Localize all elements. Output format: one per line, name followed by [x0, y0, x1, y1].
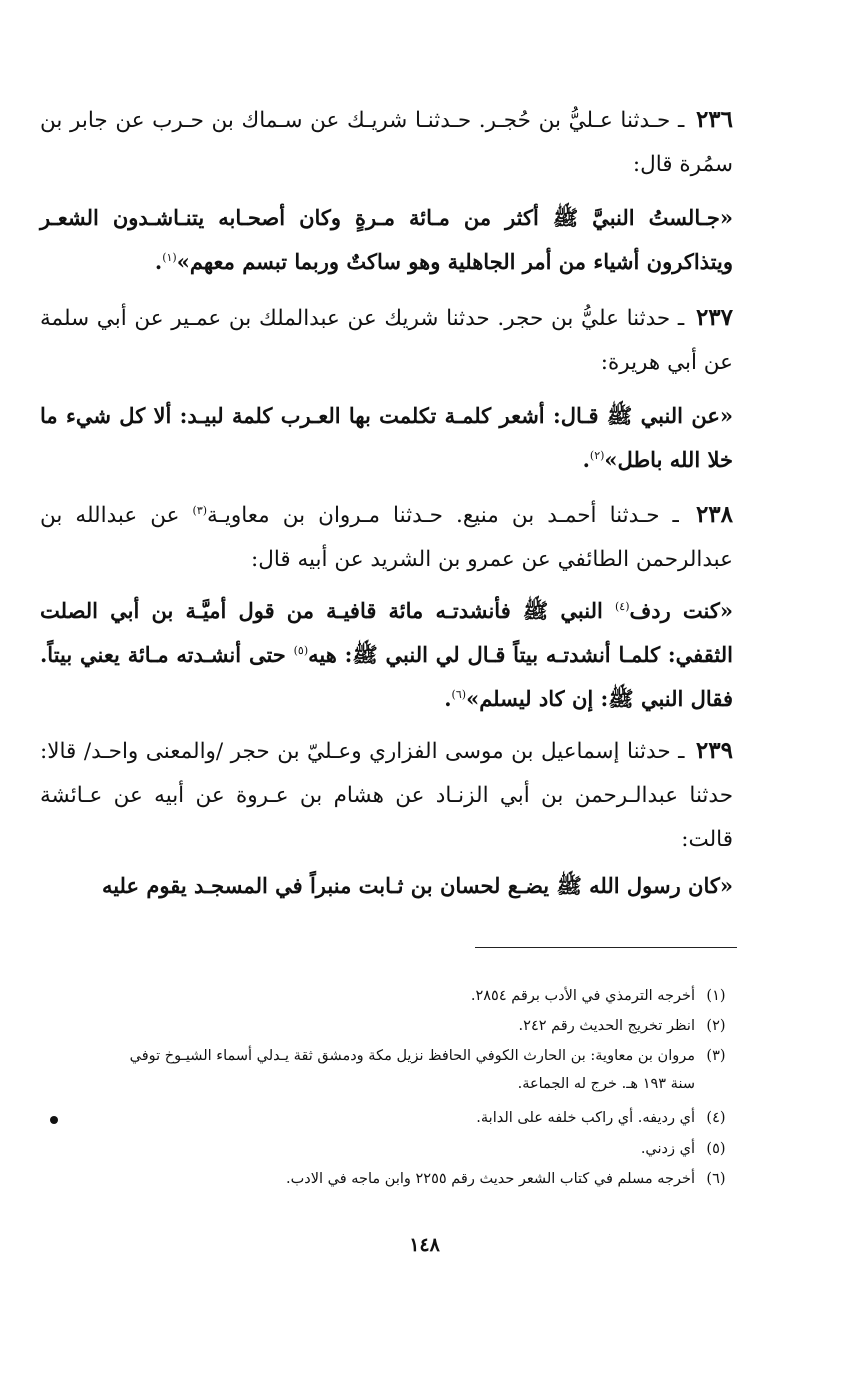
- isnad-text: ـ حدثنا إسماعيل بن موسى الفزاري وعـليّ بن حجر /والمعنى واحـد/ قالا: حدثنا عبدالـرحمن بن أبي الزنـاد عن هشام بن عـروة عن أبيه عن عـائشة قالت:: [40, 739, 733, 852]
- footnote-1: [42, 983, 737, 1010]
- footnote-number: (٣): [706, 1048, 726, 1064]
- matn-end: .: [154, 249, 163, 274]
- hadith-239-matn: [40, 864, 733, 908]
- matn-text-cont: حتى أنشـدته مـائة يعني بيتاً. فقال النبي ﷺ: إن كاد ليسلم»: [40, 642, 733, 711]
- footnote-ref[interactable]: (٤): [614, 600, 630, 613]
- footnote-text: أخرجه الترمذي في الأدب برقم ٢٨٥٤.: [470, 988, 695, 1004]
- isnad-text-cont: عن عبدالله بن عبدالرحمن الطائفي عن عمرو بن الشريد عن أبيه قال:: [40, 503, 733, 572]
- footnote-text: أي زدني.: [640, 1141, 695, 1157]
- matn-text: «عن النبي ﷺ قـال: أشعر كلمـة تكلمت بها العـرب كلمة لبيـد: ألا كل شيء ما خلا الله باطل»: [40, 403, 733, 472]
- footnote-6: [42, 1166, 737, 1193]
- hadith-number: ٢٣٩: [695, 737, 733, 764]
- hadith-238-chain: [40, 493, 733, 582]
- footnote-ref[interactable]: (٥): [293, 644, 309, 657]
- footnote-separator: [475, 947, 737, 948]
- hadith-237-chain: [40, 296, 733, 385]
- footnote-ref[interactable]: (١): [162, 251, 177, 264]
- footnote-number: (٥): [706, 1141, 726, 1157]
- footnote-text: انظر تخريج الحديث رقم ٢٤٢.: [518, 1018, 695, 1034]
- hadith-number: ٢٣٦: [695, 106, 733, 133]
- footnote-2: [42, 1013, 737, 1040]
- footnote-number: (٤): [706, 1110, 726, 1126]
- isnad-text: ـ حـدثنا عـليُّ بن حُجـر. حـدثنـا شريـك عن سـماك بن حـرب عن جابر بن سمُرة قال:: [40, 108, 733, 177]
- page-number: ١٤٨: [409, 1234, 440, 1256]
- footnote-3: [42, 1043, 737, 1070]
- footnote-text-cont: سنة ١٩٣ هـ. خرج له الجماعة.: [517, 1076, 695, 1092]
- matn-text-cont: النبي ﷺ فأنشدتـه مائة قافيـة من قول أميَّـة بن أبي الصلت الثقفي: كلمـا أنشدتـه بيتاً قـال لي النبي ﷺ: هيه: [40, 598, 733, 667]
- margin-dot: [50, 1116, 58, 1124]
- footnote-text: أخرجه مسلم في كتاب الشعر حديث رقم ٢٢٥٥ وابن ماجه في الادب.: [286, 1171, 695, 1187]
- hadith-237-matn: [40, 394, 733, 482]
- footnote-ref[interactable]: (٢): [589, 449, 605, 462]
- footnote-text: مروان بن معاوية: بن الحارث الكوفي الحافظ نزيل مكة ودمشق ثقة يـدلي أسماء الشيـوخ توفي: [129, 1048, 695, 1064]
- matn-end: .: [582, 447, 590, 472]
- matn-text: «كنت ردف: [629, 598, 733, 623]
- matn-text: «كان رسول الله ﷺ يضـع لحسان بن ثـابت منبراً في المسجـد يقوم عليه: [101, 873, 733, 898]
- matn-end: .: [444, 686, 452, 711]
- hadith-239-chain: [40, 729, 733, 862]
- hadith-236-chain: [40, 98, 733, 187]
- matn-text: «جـالستُ النبيَّ ﷺ أكثر من مـائة مـرةٍ وكان أصحـابه يتنـاشـدون الشعـر ويتذاكرون أشياء من أمر الجاهلية وهو ساكتٌ وربما تبسم معهم»: [40, 205, 733, 274]
- footnote-3-continuation: [42, 1071, 695, 1098]
- footnote-ref[interactable]: (٦): [451, 688, 467, 701]
- isnad-text: ـ حدثنا عليُّ بن حجر. حدثنا شريك عن عبدالملك بن عمـير عن أبي سلمة عن أبي هريرة:: [40, 306, 733, 375]
- isnad-text: ـ حـدثنا أحمـد بن منيع. حـدثنا مـروان بن معاويـة: [207, 503, 679, 528]
- footnote-text: أي رديفه. أي راكب خلفه على الدابة.: [476, 1110, 695, 1126]
- footnote-number: (١): [706, 988, 726, 1004]
- footnote-ref[interactable]: (٣): [192, 503, 208, 517]
- hadith-number: ٢٣٨: [695, 501, 734, 528]
- hadith-238-matn: [40, 589, 733, 721]
- footnote-number: (٦): [706, 1171, 726, 1187]
- footnote-number: (٢): [706, 1018, 726, 1034]
- footnote-4: [42, 1105, 737, 1132]
- footnote-5: [42, 1136, 737, 1163]
- hadith-236-matn: [40, 196, 733, 284]
- hadith-number: ٢٣٧: [695, 304, 733, 331]
